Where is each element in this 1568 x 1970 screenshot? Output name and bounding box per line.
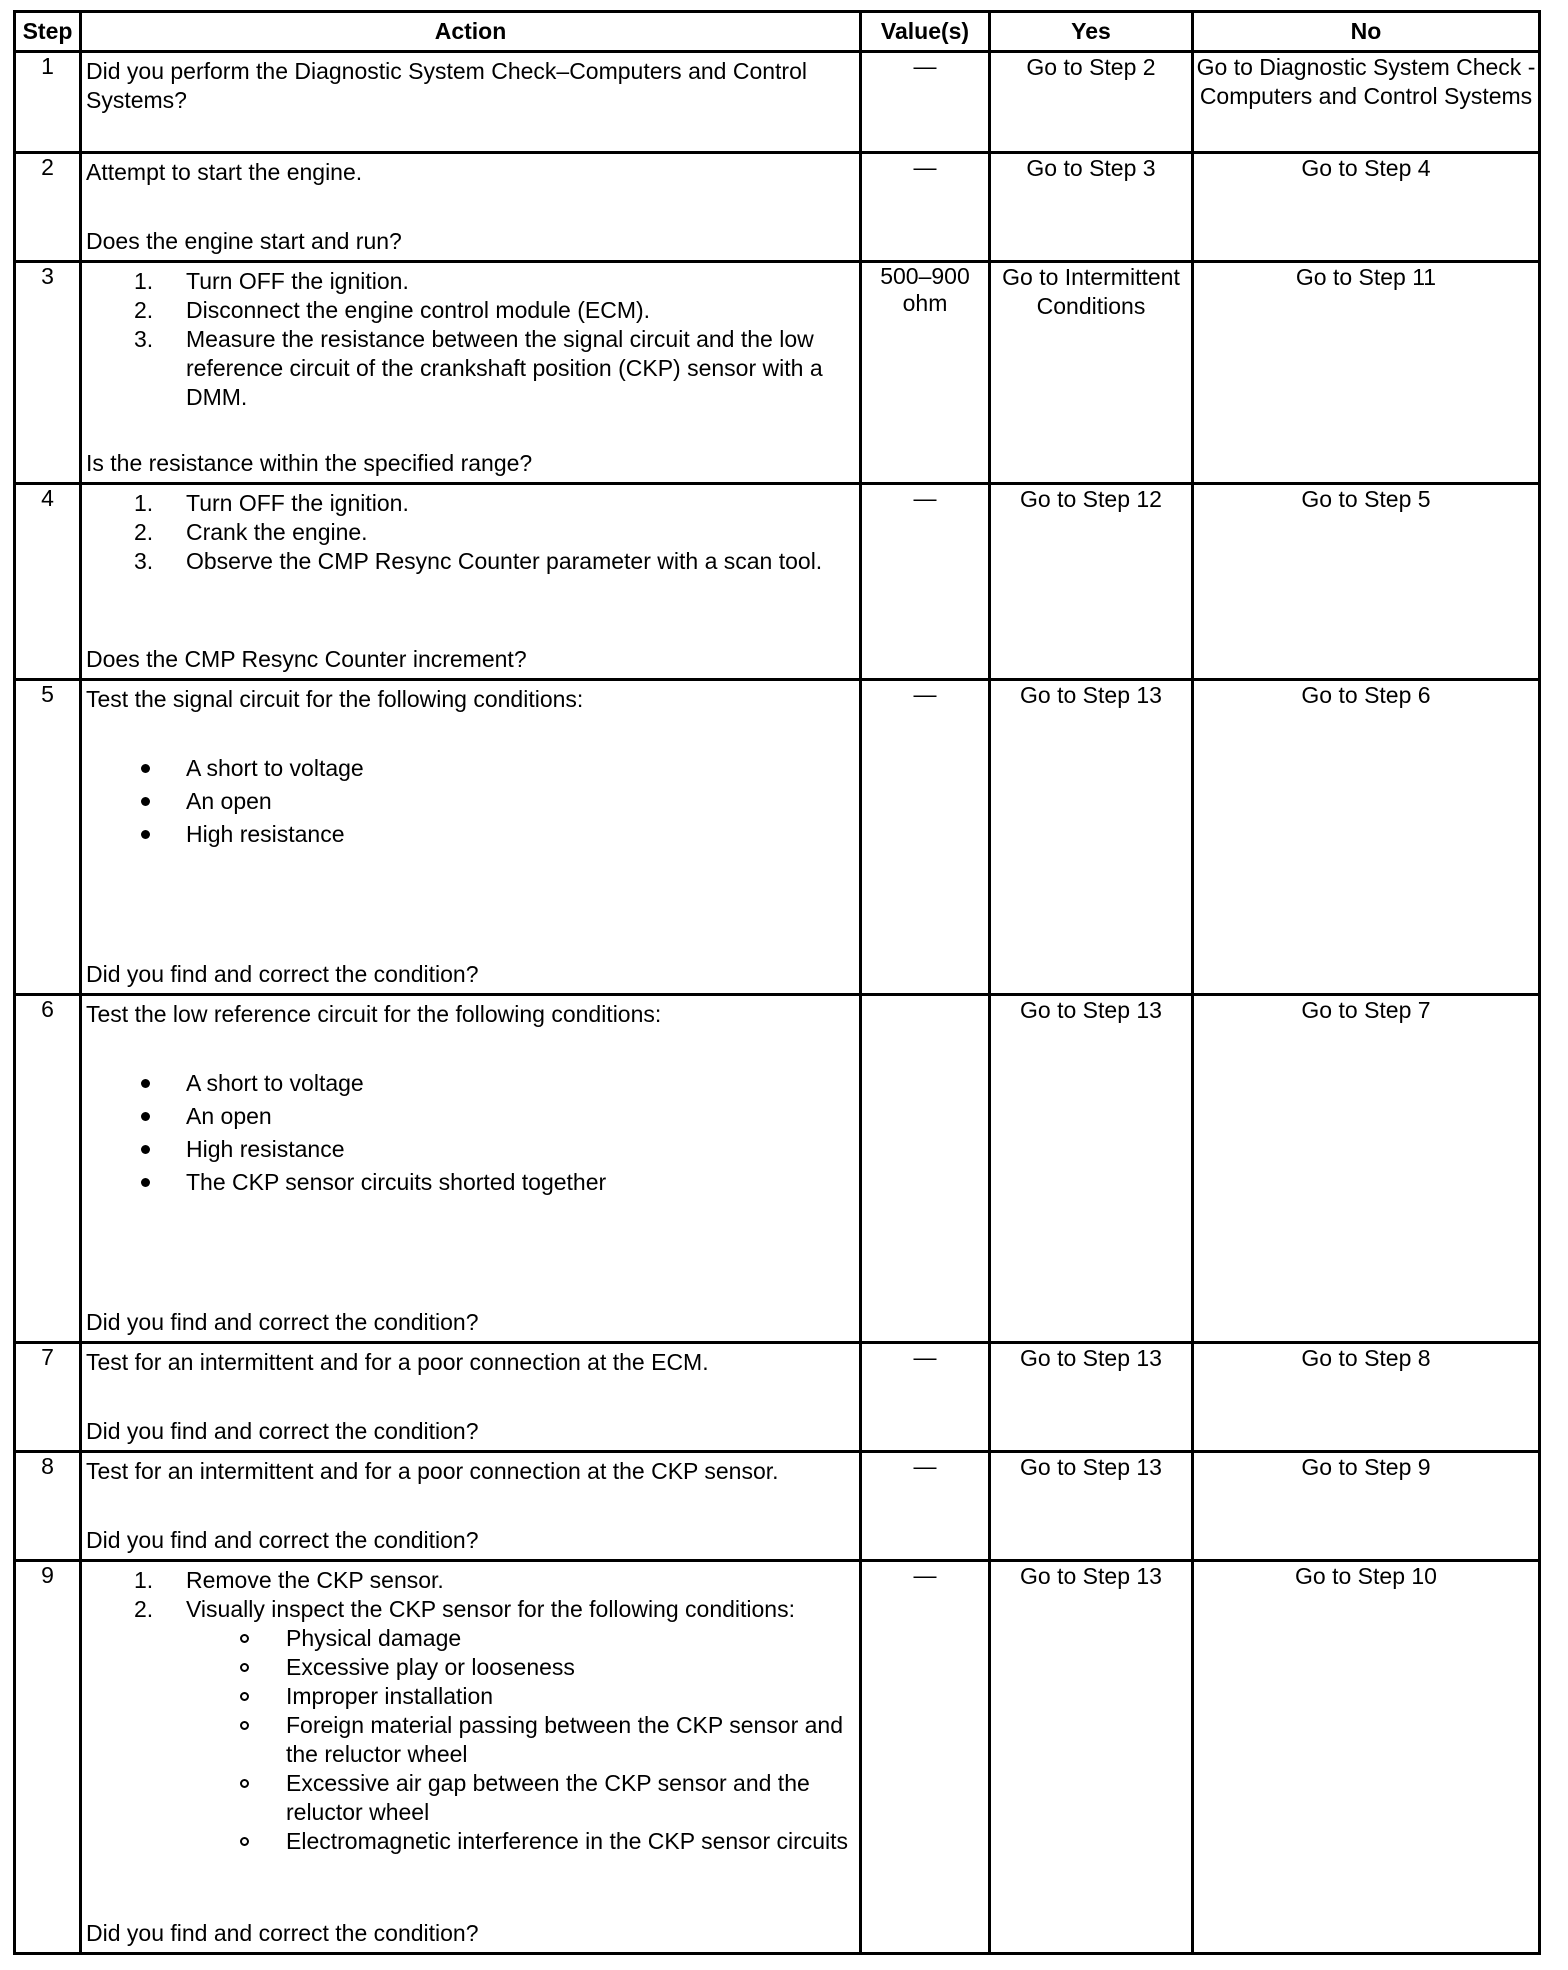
yes-cell (990, 153, 1193, 262)
yes-link[interactable]: Go to Step 13 (1020, 1563, 1162, 1589)
no-link[interactable]: Go to Step 4 (1301, 155, 1431, 181)
yes-cell (990, 1452, 1193, 1561)
header-step: Step (15, 12, 81, 52)
action-question: Did you find and correct the condition? (86, 1527, 479, 1553)
list-item: High resistance (86, 1133, 855, 1166)
action-text: Test the low reference circuit for the following conditions: (86, 1001, 662, 1027)
list-text: Crank the engine. (186, 519, 368, 545)
no-cell (1193, 153, 1540, 262)
yes-cell (990, 262, 1193, 484)
list-text: Visually inspect the CKP sensor for the following conditions: (186, 1596, 795, 1622)
action-text: Attempt to start the engine. (86, 159, 363, 185)
list-text: Observe the CMP Resync Counter parameter with a scan tool. (186, 548, 823, 574)
list-item (86, 489, 855, 518)
value-cell: — (861, 484, 990, 680)
table-row-step-5 (15, 680, 1540, 995)
list-item (86, 547, 855, 576)
sub-list-item: Electromagnetic interference in the CKP sensor circuits (86, 1827, 855, 1856)
numbered-list (86, 489, 855, 576)
value-cell (861, 995, 990, 1343)
action-cell (81, 153, 861, 262)
numbered-list (86, 1566, 855, 1856)
value-cell: — (861, 1343, 990, 1452)
action-question: Is the resistance within the specified range? (86, 450, 533, 476)
no-link[interactable]: Go to Step 8 (1301, 1345, 1431, 1371)
list-number: 3. (134, 326, 154, 352)
no-cell (1193, 484, 1540, 680)
list-item (86, 267, 855, 296)
list-number: 2. (134, 297, 154, 323)
value-cell: — (861, 1561, 990, 1954)
value-cell: — (861, 153, 990, 262)
yes-cell (990, 680, 1193, 995)
action-question: Did you find and correct the condition? (86, 1309, 479, 1335)
list-item (86, 325, 855, 412)
list-item: The CKP sensor circuits shorted together (86, 1166, 855, 1199)
yes-cell (990, 484, 1193, 680)
value-cell: — (861, 52, 990, 153)
table-row-step-7 (15, 1343, 1540, 1452)
yes-link[interactable]: Go to Intermittent Conditions (1002, 264, 1180, 319)
action-cell (81, 262, 861, 484)
table-row-step-8 (15, 1452, 1540, 1561)
table-row-step-4 (15, 484, 1540, 680)
action-question: Does the engine start and run? (86, 228, 402, 254)
sub-list-item: Excessive play or looseness (86, 1653, 855, 1682)
value-cell: 500–900 ohm (861, 262, 990, 484)
list-item (86, 1566, 855, 1595)
numbered-list (86, 267, 855, 412)
header-no: No (1193, 12, 1540, 52)
yes-cell (990, 1343, 1193, 1452)
step-number: 3 (15, 262, 81, 484)
no-link[interactable]: Go to Diagnostic System Check - Computers and Control Systems (1196, 54, 1536, 109)
table-row-step-1 (15, 52, 1540, 153)
list-item (86, 1595, 855, 1856)
yes-link[interactable]: Go to Step 13 (1020, 1345, 1162, 1371)
bullet-list (86, 1067, 855, 1199)
action-text: Test for an intermittent and for a poor connection at the CKP sensor. (86, 1458, 779, 1484)
sub-list-item: Excessive air gap between the CKP sensor and the reluctor wheel (86, 1769, 855, 1827)
no-cell (1193, 680, 1540, 995)
table-row-step-6 (15, 995, 1540, 1343)
action-cell (81, 1343, 861, 1452)
yes-cell (990, 52, 1193, 153)
yes-cell (990, 995, 1193, 1343)
no-cell (1193, 52, 1540, 153)
table-row-step-3 (15, 262, 1540, 484)
header-yes: Yes (990, 12, 1193, 52)
no-link[interactable]: Go to Step 5 (1301, 486, 1431, 512)
yes-link[interactable]: Go to Step 3 (1026, 155, 1156, 181)
diagnostic-table (13, 10, 1541, 1955)
no-cell (1193, 995, 1540, 1343)
step-number: 5 (15, 680, 81, 995)
table-body (15, 52, 1540, 1954)
header-values: Value(s) (861, 12, 990, 52)
header-row (15, 12, 1540, 52)
list-item: An open (86, 785, 855, 818)
list-number: 3. (134, 548, 154, 574)
list-text: Remove the CKP sensor. (186, 1567, 444, 1593)
list-text: Disconnect the engine control module (ECM). (186, 297, 651, 323)
header-action: Action (81, 12, 861, 52)
table-row-step-2 (15, 153, 1540, 262)
action-question: Did you find and correct the condition? (86, 961, 479, 987)
step-number: 7 (15, 1343, 81, 1452)
yes-link[interactable]: Go to Step 12 (1020, 486, 1162, 512)
list-text: Turn OFF the ignition. (186, 490, 409, 516)
list-text: Measure the resistance between the signal circuit and the low reference circuit of the crankshaft position (CKP) sensor with a DMM. (186, 326, 823, 410)
sub-list (86, 1624, 855, 1856)
no-link[interactable]: Go to Step 10 (1295, 1563, 1437, 1589)
action-cell (81, 484, 861, 680)
list-item (86, 296, 855, 325)
sub-list-item: Physical damage (86, 1624, 855, 1653)
step-number: 6 (15, 995, 81, 1343)
no-cell (1193, 1452, 1540, 1561)
table-row-step-9 (15, 1561, 1540, 1954)
action-cell (81, 1452, 861, 1561)
action-cell (81, 995, 861, 1343)
no-link[interactable]: Go to Step 6 (1301, 682, 1431, 708)
list-number: 1. (134, 490, 154, 516)
sub-list-item: Foreign material passing between the CKP sensor and the reluctor wheel (86, 1711, 855, 1769)
action-cell (81, 1561, 861, 1954)
list-item: An open (86, 1100, 855, 1133)
no-cell (1193, 1343, 1540, 1452)
action-cell (81, 680, 861, 995)
yes-link[interactable]: Go to Step 13 (1020, 1454, 1162, 1480)
value-cell: — (861, 1452, 990, 1561)
no-cell (1193, 262, 1540, 484)
list-text: Turn OFF the ignition. (186, 268, 409, 294)
action-text: Test for an intermittent and for a poor connection at the ECM. (86, 1349, 709, 1375)
list-item: High resistance (86, 818, 855, 851)
step-number: 8 (15, 1452, 81, 1561)
yes-link[interactable]: Go to Step 13 (1020, 682, 1162, 708)
step-number: 4 (15, 484, 81, 680)
list-item (86, 518, 855, 547)
yes-link[interactable]: Go to Step 13 (1020, 997, 1162, 1023)
no-cell (1193, 1561, 1540, 1954)
action-text: Did you perform the Diagnostic System Check–Computers and Control Systems? (86, 58, 807, 113)
list-number: 1. (134, 1567, 154, 1593)
step-number: 1 (15, 52, 81, 153)
action-text: Test the signal circuit for the following conditions: (86, 686, 584, 712)
action-question: Did you find and correct the condition? (86, 1418, 479, 1444)
list-number: 1. (134, 268, 154, 294)
action-question: Does the CMP Resync Counter increment? (86, 646, 527, 672)
no-link[interactable]: Go to Step 9 (1301, 1454, 1431, 1480)
action-question: Did you find and correct the condition? (86, 1920, 479, 1946)
step-number: 2 (15, 153, 81, 262)
list-item: A short to voltage (86, 1067, 855, 1100)
list-number: 2. (134, 1596, 154, 1622)
sub-list-item: Improper installation (86, 1682, 855, 1711)
bullet-list (86, 752, 855, 851)
action-cell (81, 52, 861, 153)
yes-cell (990, 1561, 1193, 1954)
step-number: 9 (15, 1561, 81, 1954)
value-cell: — (861, 680, 990, 995)
list-number: 2. (134, 519, 154, 545)
list-item: A short to voltage (86, 752, 855, 785)
no-link[interactable]: Go to Step 11 (1295, 264, 1437, 290)
yes-link[interactable]: Go to Step 2 (1026, 54, 1156, 80)
no-link[interactable]: Go to Step 7 (1301, 997, 1431, 1023)
